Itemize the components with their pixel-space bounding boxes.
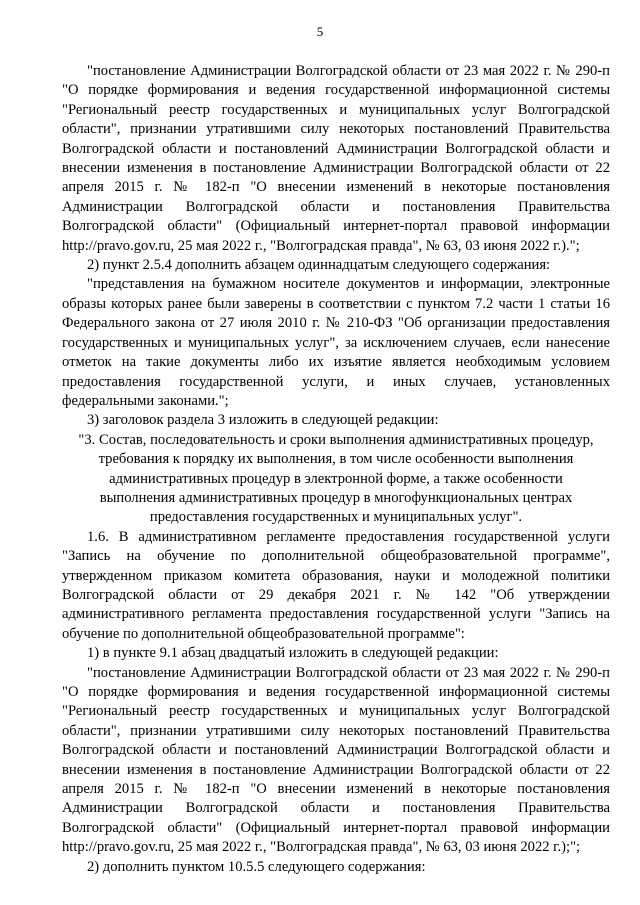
section-3-heading	[62, 431, 610, 528]
heading-line: "3. Состав, последовательность и сроки выполнения административных процедур,	[78, 431, 594, 448]
paragraph-item-3: 3) заголовок раздела 3 изложить в следующей редакции:	[87, 412, 439, 429]
heading-line: выполнения административных процедур в многофункциональных центрах	[99, 489, 573, 506]
heading-line: требования к порядку их выполнения, в том числе особенности выполнения	[98, 451, 574, 468]
page-number: 5	[316, 24, 324, 39]
paragraph-resolution-citation: "постановление Администрации Волгоградской области от 23 мая 2022 г. № 290-п "О порядке формирования и ведения государственной информационной системы "Региональный реестр государственных и муниципальных услуг Волгоградской области", признании утратившими силу некоторых постановлений Правительства Волгоградской области и постановлений Администрации Волгоградской области и внесении изменения в постановление Администрации Волгоградской области от 22 апреля 2015 г. № 182-п "О внесении изменений в некоторые постановления Администрации Волгоградской области и постановления Правительства Волгоградской области" (Официальный интернет-портал правовой информации http://pravo.gov.ru, 25 мая 2022 г., "Волгоградская правда", № 63, 03 июня 2022 г.).";	[62, 63, 610, 254]
heading-line: предоставления государственных и муниципальных услуг".	[149, 509, 523, 526]
paragraph-resolution-citation-2: "постановление Администрации Волгоградской области от 23 мая 2022 г. № 290-п "О порядке формирования и ведения государственной информационной системы "Региональный реестр государственных и муниципальных услуг Волгоградской области", признании утратившими силу некоторых постановлений Правительства Волгоградской области и постановлений Администрации Волгоградской области и внесении изменения в постановление Администрации Волгоградской области от 22 апреля 2015 г. № 182-п "О внесении изменений в некоторые постановления Администрации Волгоградской области и постановления Правительства Волгоградской области" (Официальный интернет-портал правовой информации http://pravo.gov.ru, 25 мая 2022 г., "Волгоградская правда", № 63, 03 июня 2022 г.);";	[62, 664, 610, 856]
paragraph-paper-documents: "представления на бумажном носителе документов и информации, электронные образы которых ранее были заверены в соответствии с пунктом 7.2 части 1 статьи 16 Федерального закона от 27 июля 2010 г. № 210-ФЗ "Об организации предоставления государственных и муниципальных услуг", за исключением случаев, если нанесение отметок на такие документы либо их изъятие является необходимым условием предоставления государственной услуги, и иных случаев, установленных федеральными законами.";	[62, 276, 610, 409]
paragraph-item-2: 2) пункт 2.5.4 дополнить абзацем одиннадцатым следующего содержания:	[87, 257, 551, 274]
paragraph-item-1: 1) в пункте 9.1 абзац двадцатый изложить в следующей редакции:	[87, 645, 499, 662]
paragraph-1-6: 1.6. В административном регламенте предоставления государственной услуги "Запись на обучение по дополнительной общеобразовательной программе", утвержденном приказом комитета образования, науки и молодежной политики Волгоградской области от 29 декабря 2021 г. № 142 "Об утверждении административного регламента предоставления государственной услуги "Запись на обучение по дополнительной общеобразовательной программе":	[62, 528, 610, 642]
paragraph-item-2-add: 2) дополнить пунктом 10.5.5 следующего содержания:	[87, 858, 426, 875]
document-body	[62, 62, 610, 877]
heading-line: административных процедур в электронной форме, а также особенности	[109, 470, 563, 487]
